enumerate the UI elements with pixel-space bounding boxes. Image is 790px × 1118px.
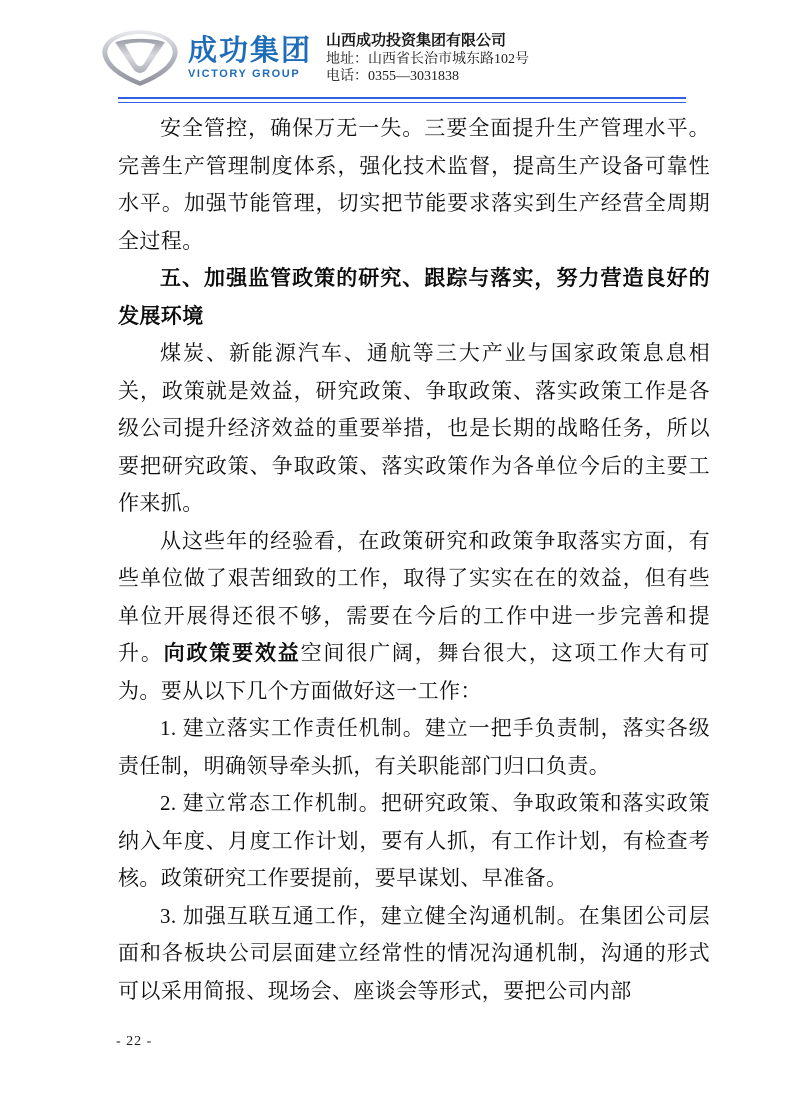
paragraph-experience — [118, 523, 710, 711]
paragraph-industries: 煤炭、新能源汽车、通航等三大产业与国家政策息息相关，政策就是效益，研究政策、争取政策、落实政策工作是各级公司提升经济效益的重要举措，也是长期的战略任务，所以要把研究政策、争取政策、落实政策作为各单位今后的主要工作来抓。 — [118, 341, 710, 515]
brand-name-cn: 成功集团 — [188, 35, 313, 67]
brand-block — [188, 36, 312, 80]
company-info — [326, 32, 529, 85]
document-body — [118, 110, 710, 1010]
paragraph-experience-bold: 向政策要效益 — [163, 642, 301, 665]
letterhead-divider — [118, 97, 686, 103]
list-item-1: 1. 建立落实工作责任机制。建立一把手负责制，落实各级责任制，明确领导牵头抓，有关职能部门归口负责。 — [118, 716, 710, 778]
letterhead — [98, 26, 529, 88]
company-address: 地址：山西省长治市城东路102号 — [326, 52, 530, 67]
section-heading-5: 五、加强监管政策的研究、跟踪与落实，努力营造良好的发展环境 — [118, 267, 710, 328]
company-phone: 电话：0355—3031838 — [326, 69, 460, 84]
victory-group-logo-icon — [98, 26, 182, 88]
page-number: - 22 - — [116, 1034, 153, 1049]
paragraph-experience-tail: 空间很广阔，舞台很大，这项工作大有可为。要从以下几个方面做好这一工作： — [118, 641, 711, 703]
brand-name-en: VICTORY GROUP — [188, 68, 301, 80]
list-item-2: 2. 建立常态工作机制。把研究政策、争取政策和落实政策纳入年度、月度工作计划，要有人抓，有工作计划，有检查考核。政策研究工作要提前，要早谋划、早准备。 — [118, 791, 710, 890]
company-name: 山西成功投资集团有限公司 — [326, 33, 507, 49]
paragraph-experience-text: 从这些年的经验看，在政策研究和政策争取落实方面，有些单位做了艰苦细致的工作，取得了实实在在的效益，但有些单位开展得还很不够，需要在今后的工作中进一步完善和提升。 — [118, 528, 710, 665]
paragraph-safety: 安全管控，确保万无一失。三要全面提升生产管理水平。完善生产管理制度体系，强化技术监督，提高生产设备可靠性水平。加强节能管理，切实把节能要求落实到生产经营全周期全过程。 — [118, 116, 710, 253]
list-item-3: 3. 加强互联互通工作，建立健全沟通机制。在集团公司层面和各板块公司层面建立经常性的情况沟通机制，沟通的形式可以采用简报、现场会、座谈会等形式，要把公司内部 — [118, 903, 710, 1003]
